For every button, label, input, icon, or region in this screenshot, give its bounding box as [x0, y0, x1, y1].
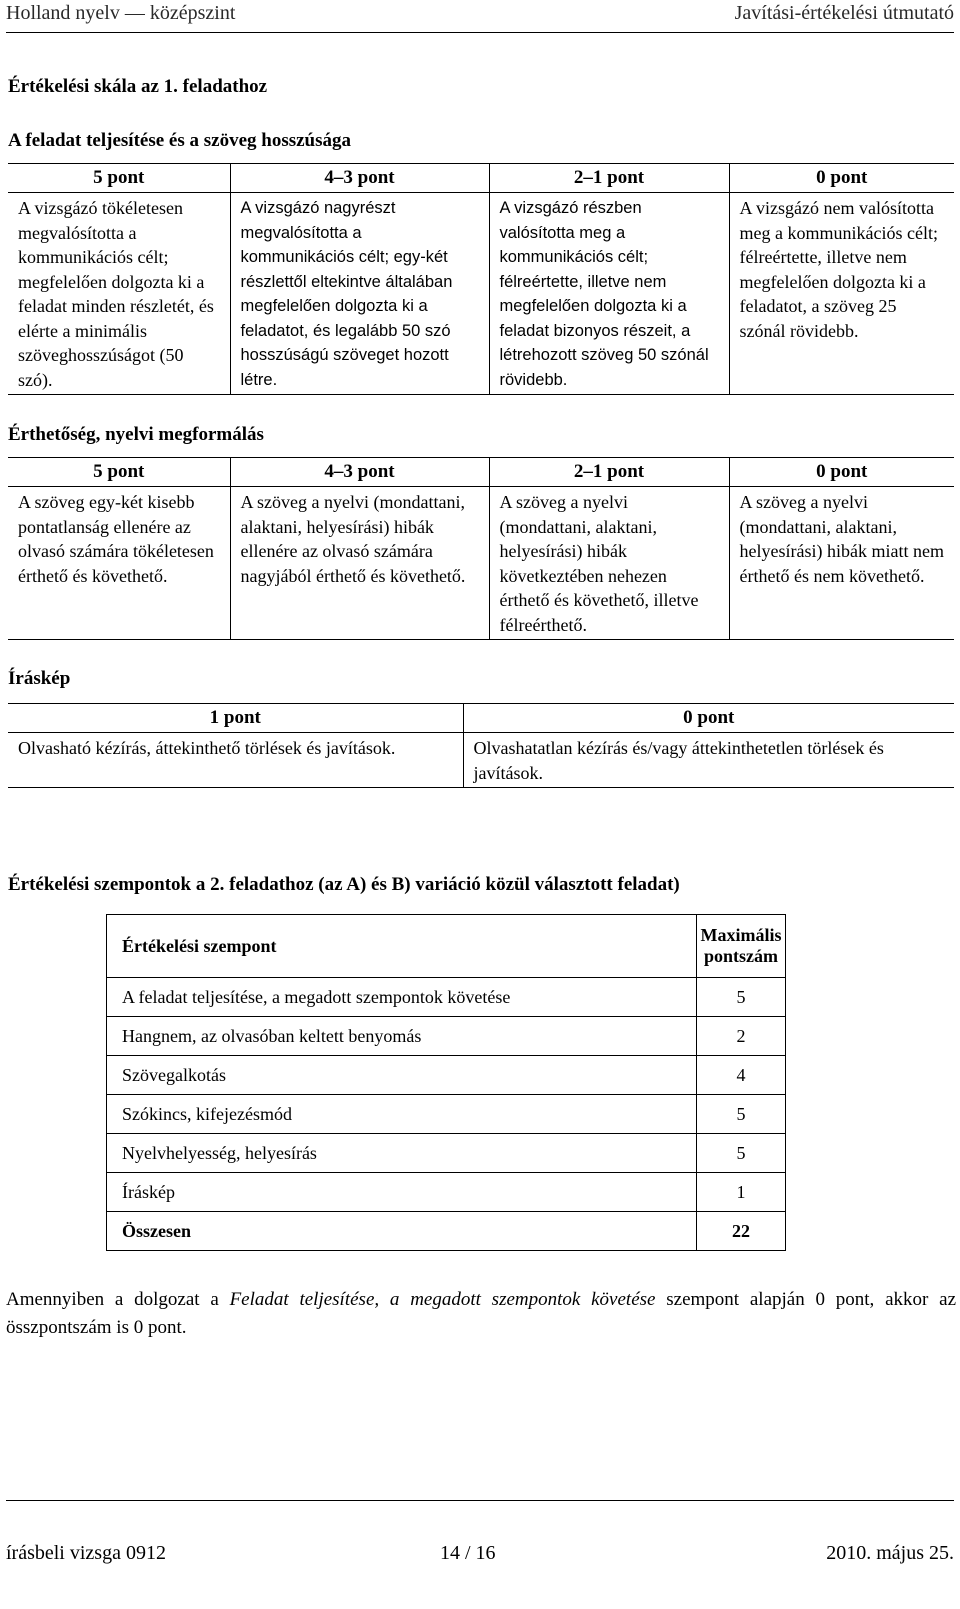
cell-2-1-pont: A szöveg a nyelvi (mondattani, alaktani, helyesírási) hibák következtében nehezen érthető és követhető, illetve félreérthető.: [489, 487, 729, 640]
cell-4-3-pont: A szöveg a nyelvi (mondattani, alaktani, helyesírási) hibák ellenére az olvasó számára nagyjából érthető és követhető.: [230, 487, 489, 640]
criteria-row: [107, 1173, 786, 1212]
criterion-label: Nyelvhelyesség, helyesírás: [107, 1134, 697, 1173]
header-rule: [6, 32, 954, 33]
scoring-note: [6, 1286, 956, 1342]
criterion-points: 2: [697, 1017, 786, 1056]
criterion-points: 5: [697, 978, 786, 1017]
max-points-heading: Maximális pontszám: [697, 915, 786, 978]
page-header: [6, 0, 954, 46]
col-0-pont: 0 pont: [729, 458, 954, 487]
section2-title: Értékelési szempontok a 2. feladathoz (az A) és B) variáció közül választott feladat): [8, 874, 680, 895]
sub1-title: A feladat teljesítése és a szöveg hosszúsága: [8, 130, 352, 151]
col-4-3-pont: 4–3 pont: [230, 164, 489, 193]
header-left: Holland nyelv — középszint: [6, 2, 236, 24]
footer-exam-code: írásbeli vizsga 0912: [6, 1542, 166, 1564]
rubric-header-row: [8, 458, 954, 487]
cell-2-1-pont: A vizsgázó részben valósította meg a kommunikációs célt; félreértette, illetve nem megfelelően dolgozta ki a feladat bizonyos részeit, a létrehozott szöveg 50 szónál rövidebb.: [489, 193, 729, 395]
sub3-title: Íráskép: [8, 668, 71, 689]
criterion-points: 5: [697, 1134, 786, 1173]
criteria-row: [107, 1134, 786, 1173]
col-4-3-pont: 4–3 pont: [230, 458, 489, 487]
rubric-body-row: [8, 733, 954, 788]
col-5-pont: 5 pont: [8, 458, 230, 487]
rubric-body-row: [8, 193, 954, 395]
col-5-pont: 5 pont: [8, 164, 230, 193]
rubric-header-row: [8, 164, 954, 193]
cell-4-3-pont: A vizsgázó nagyrészt megvalósította a kommunikációs célt; egy-két részlettől eltekintve általában megfelelően dolgozta ki a feladatot, és legalább 50 szó hosszúságú szöveget hozott létre.: [230, 193, 489, 395]
cell-0-pont: A szöveg a nyelvi (mondattani, alaktani, helyesírási) hibák miatt nem érthető és nem követhető.: [729, 487, 954, 640]
criterion-label: Íráskép: [107, 1173, 697, 1212]
criteria-table: [106, 914, 786, 1251]
note-text-after: szempont alapján 0 pont, akkor az összpontszám is 0 pont.: [6, 1289, 956, 1338]
col-0-pont: 0 pont: [729, 164, 954, 193]
criterion-points: 4: [697, 1056, 786, 1095]
rubric-table-task: [8, 163, 954, 395]
header-right: Javítási-értékelési útmutató: [734, 2, 954, 24]
rubric-table-clarity: [8, 457, 954, 640]
criterion-points: 5: [697, 1095, 786, 1134]
criteria-row: [107, 1017, 786, 1056]
col-2-1-pont: 2–1 pont: [489, 164, 729, 193]
total-label: Összesen: [107, 1212, 697, 1251]
cell-0-pont: Olvashatatlan kézírás és/vagy áttekinthetetlen törlések és javítások.: [463, 733, 954, 788]
note-text-before: Amennyiben a dolgozat a: [6, 1289, 230, 1310]
criterion-label: Szókincs, kifejezésmód: [107, 1095, 697, 1134]
criteria-row: [107, 1056, 786, 1095]
cell-1-pont: Olvasható kézírás, áttekinthető törlések és javítások.: [8, 733, 463, 788]
criteria-row: [107, 978, 786, 1017]
col-0-pont: 0 pont: [463, 704, 954, 733]
criterion-points: 1: [697, 1173, 786, 1212]
section1-title: Értékelési skála az 1. feladathoz: [8, 76, 268, 97]
criterion-heading: Értékelési szempont: [107, 915, 697, 978]
criteria-header-row: [107, 915, 786, 978]
criteria-row: [107, 1095, 786, 1134]
rubric-body-row: [8, 487, 954, 640]
sub2-title: Érthetőség, nyelvi megformálás: [8, 424, 264, 445]
criterion-label: A feladat teljesítése, a megadott szempontok követése: [107, 978, 697, 1017]
rubric-header-row: [8, 704, 954, 733]
cell-0-pont: A vizsgázó nem valósította meg a kommunikációs célt; félreértette, illetve nem megfelelően dolgozta ki a feladatot, a szöveg 25 szónál rövidebb.: [729, 193, 954, 395]
footer-date: 2010. május 25.: [826, 1542, 954, 1564]
footer-page-number: 14 / 16: [440, 1542, 496, 1564]
criteria-total-row: [107, 1212, 786, 1251]
cell-5-pont: A vizsgázó tökéletesen megvalósította a kommunikációs célt; megfelelően dolgozta ki a feladat minden részletét, és elérte a minimális szöveghosszúságot (50 szó).: [8, 193, 230, 395]
criterion-label: Szövegalkotás: [107, 1056, 697, 1095]
criterion-label: Hangnem, az olvasóban keltett benyomás: [107, 1017, 697, 1056]
note-emphasis: Feladat teljesítése, a megadott szempontok követése: [229, 1289, 656, 1310]
total-points: 22: [697, 1212, 786, 1251]
footer-rule: [6, 1500, 954, 1501]
rubric-table-handwriting: [8, 703, 954, 788]
col-2-1-pont: 2–1 pont: [489, 458, 729, 487]
cell-5-pont: A szöveg egy-két kisebb pontatlanság ellenére az olvasó számára tökéletesen érthető és követhető.: [8, 487, 230, 640]
col-1-pont: 1 pont: [8, 704, 463, 733]
